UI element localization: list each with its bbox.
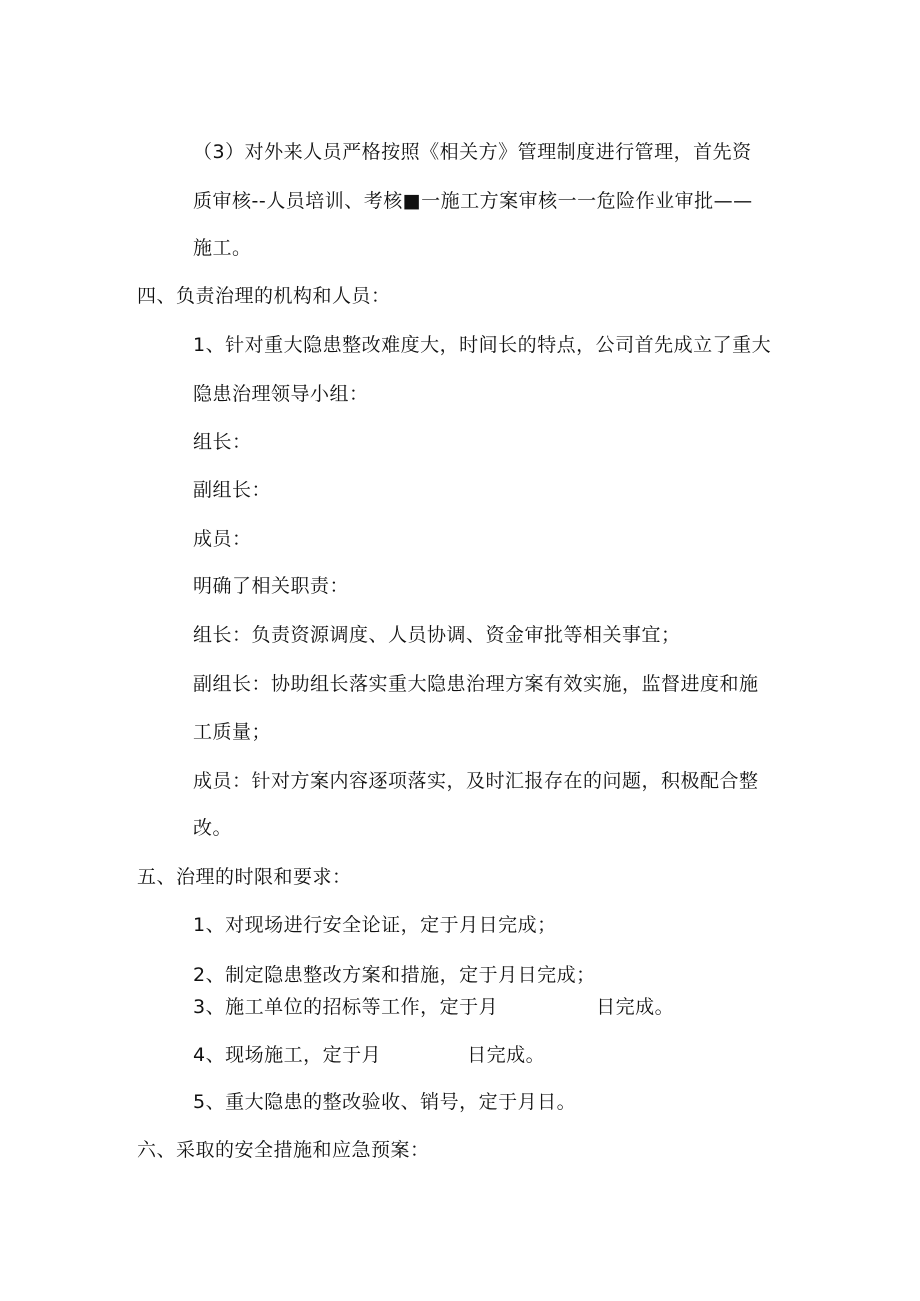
text-line: 隐患治理领导小组： [193,383,369,405]
text-line: 5、重大隐患的整改验收、销号，定于月日。 [193,1091,577,1113]
text-line: 成员： [193,528,252,550]
section-heading: 五、治理的时限和要求： [137,866,352,888]
text-line: 1、针对重大隐患整改难度大，时间长的特点，公司首先成立了重大 [193,334,772,356]
text-segment: 日完成。 [596,996,675,1018]
section-heading: 四、负责治理的机构和人员： [137,285,391,307]
text-line: 副组长： [193,479,272,501]
text-line: 工质量； [193,721,272,743]
text-line: 成员：针对方案内容逐项落实，及时汇报存在的问题，积极配合整 [193,770,759,792]
text-line: 副组长：协助组长落实重大隐患治理方案有效实施，监督进度和施 [193,673,759,695]
text-line: 改。 [193,817,233,839]
text-line: 组长：负责资源调度、人员协调、资金审批等相关事宜； [193,624,681,646]
text-segment: 3、施工单位的招标等工作，定于月 [193,996,499,1018]
text-line [193,1042,545,1068]
text-line: 1、对现场进行安全论证，定于月日完成； [193,914,557,936]
text-line: 明确了相关职责： [193,575,350,597]
text-line: 组长： [193,431,252,453]
text-segment: 4、现场施工，定于月 [193,1044,382,1066]
text-line: （3）对外来人员严格按照《相关方》管理制度进行管理，首先资 [193,141,752,163]
text-line [193,994,674,1020]
text-line: 质审核--人员培训、考核■一施工方案审核一一危险作业审批—— [193,190,753,212]
text-line: 2、制定隐患整改方案和措施，定于月日完成； [193,964,596,986]
text-line: 施工。 [193,237,252,259]
text-segment: 日完成。 [467,1044,546,1066]
section-heading: 六、采取的安全措施和应急预案： [137,1139,430,1161]
